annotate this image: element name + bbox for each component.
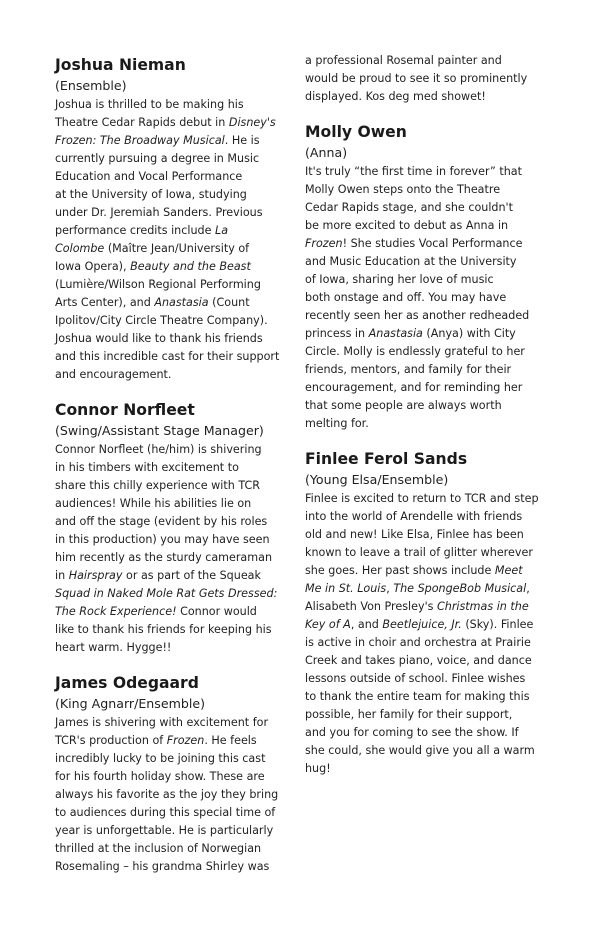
bio-text: Connor Norfleet (he/him) is shivering — [55, 443, 262, 456]
bio-text: friends, mentors, and family for their — [305, 363, 512, 376]
bio-block — [55, 401, 317, 657]
bio-text: recently seen her as another redheaded — [305, 309, 530, 322]
bio-text-line — [305, 397, 555, 415]
italic-title-text: Colombe — [55, 242, 105, 255]
bio-text: be more excited to debut as Anna in — [305, 219, 509, 232]
bio-text-line — [305, 271, 555, 289]
bio-name: Finlee Ferol Sands — [305, 450, 468, 468]
bio-text: a professional Rosemal painter and — [305, 54, 502, 67]
italic-title-text: Meet — [494, 564, 523, 577]
bio-text-line — [305, 307, 555, 325]
bio-text-line — [55, 603, 317, 621]
italic-title-text: Disney's — [228, 116, 276, 129]
bio-text-line — [305, 724, 555, 742]
bio-text-line — [305, 562, 555, 580]
bio-text: in — [55, 569, 69, 582]
italic-title-text: The Rock Experience! — [55, 605, 177, 618]
bio-text-line — [305, 289, 555, 307]
bio-text: encouragement, and for reminding her — [305, 381, 523, 394]
bio-text-line — [55, 477, 317, 495]
bio-text: and off the stage (evident by his roles — [55, 515, 268, 528]
bio-text-line — [55, 150, 317, 168]
bio-text: or as part of the Squeak — [122, 569, 261, 582]
bio-text-line — [55, 168, 317, 186]
bio-text-line — [55, 621, 317, 639]
bio-text-line — [55, 114, 317, 132]
bio-text-line — [305, 616, 555, 634]
bio-text-line — [305, 688, 555, 706]
bio-text: (Maître Jean/University of — [104, 242, 250, 255]
bio-text-line — [305, 52, 555, 70]
bio-text-line — [55, 294, 317, 312]
left-column — [55, 56, 317, 893]
bio-text-line — [305, 181, 555, 199]
bio-text-line — [305, 508, 555, 526]
bio-text: share this chilly experience with TCR — [55, 479, 261, 492]
bio-text-line — [305, 634, 555, 652]
bio-text: Theatre Cedar Rapids debut in — [55, 116, 229, 129]
bio-text-line — [305, 598, 555, 616]
italic-title-text: Me in St. Louis — [305, 582, 387, 595]
bio-text-line — [55, 459, 317, 477]
bio-role: (Ensemble) — [55, 78, 127, 93]
bio-text: in his timbers with excitement to — [55, 461, 239, 474]
bio-text-line — [305, 235, 555, 253]
bio-text-line — [305, 199, 555, 217]
bio-text-line — [305, 526, 555, 544]
italic-title-text: Christmas in the — [436, 600, 529, 613]
italic-title-text: Anastasia — [368, 327, 423, 340]
bio-text-line — [55, 714, 317, 732]
bio-text-line — [55, 768, 317, 786]
bio-text: old and new! Like Elsa, Finlee has been — [305, 528, 524, 541]
bio-text: Education and Vocal Performance — [55, 170, 243, 183]
bio-text-line — [55, 240, 317, 258]
italic-title-text: Frozen: The Broadway Musical — [55, 134, 225, 147]
bio-text: thrilled at the inclusion of Norwegian — [55, 842, 262, 855]
bio-text-line — [55, 750, 317, 768]
bio-text: hug! — [305, 762, 331, 775]
bio-text: Alisabeth Von Presley's — [305, 600, 437, 613]
italic-title-text: Frozen — [166, 734, 205, 747]
bio-text: that some people are always worth — [305, 399, 502, 412]
bio-text-line — [55, 513, 317, 531]
bio-text: Cedar Rapids stage, and she couldn't — [305, 201, 513, 214]
italic-title-text: Hairspray — [68, 569, 123, 582]
bio-text: always his favorite as the joy they bring — [55, 788, 279, 801]
bio-text-line — [305, 742, 555, 760]
bio-text: and encouragement. — [55, 368, 172, 381]
bio-text-line — [305, 652, 555, 670]
bio-text: It's truly “the first time in forever” that — [305, 165, 522, 178]
bio-text-line — [55, 276, 317, 294]
bio-text: (Count — [208, 296, 250, 309]
bio-text: (Lumière/Wilson Regional Performing — [55, 278, 261, 291]
bio-name: Connor Norfleet — [55, 401, 195, 419]
bio-text-line — [55, 348, 317, 366]
bio-text: she could, she would give you all a warm — [305, 744, 535, 757]
bio-text: Creek and takes piano, voice, and dance — [305, 654, 532, 667]
bio-text: currently pursuing a degree in Music — [55, 152, 260, 165]
bio-text-line — [55, 531, 317, 549]
bio-text-line — [305, 580, 555, 598]
bio-text-line — [305, 760, 555, 778]
italic-title-text: La — [215, 224, 229, 237]
bio-text-line — [305, 670, 555, 688]
bio-text: known to leave a trail of glitter wherever — [305, 546, 533, 559]
italic-title-text: Beauty and the Beast — [130, 260, 251, 273]
bio-text: under Dr. Jeremiah Sanders. Previous — [55, 206, 263, 219]
bio-text-line — [55, 804, 317, 822]
italic-title-text: Beetlejuice, Jr. — [382, 618, 462, 631]
bio-role: (Swing/Assistant Stage Manager) — [55, 423, 264, 438]
bio-text: like to thank his friends for keeping his — [55, 623, 272, 636]
bio-text-line — [305, 706, 555, 724]
bio-block — [305, 123, 555, 433]
bio-text: Ipolitov/City Circle Theatre Company). — [55, 314, 268, 327]
bio-text: , and — [350, 618, 383, 631]
bio-text: displayed. Kos deg med showet! — [305, 90, 486, 103]
bio-text-line — [305, 217, 555, 235]
bio-text-line — [305, 88, 555, 106]
bio-text-line — [55, 96, 317, 114]
bio-name: Molly Owen — [305, 123, 407, 141]
bio-text: to thank the entire team for making this — [305, 690, 530, 703]
bio-text: Joshua would like to thank his friends — [55, 332, 263, 345]
right-column — [305, 52, 555, 795]
italic-title-text: Squad in Naked Mole Rat Gets Dressed: — [55, 587, 278, 600]
bio-text: to audiences during this special time of — [55, 806, 276, 819]
bio-text-line — [55, 840, 317, 858]
bio-text-line — [55, 567, 317, 585]
bio-text-line — [55, 258, 317, 276]
bio-text: and Music Education at the University — [305, 255, 517, 268]
bio-block — [55, 56, 317, 384]
bio-text: heart warm. Hygge!! — [55, 641, 172, 654]
bio-text: both onstage and off. You may have — [305, 291, 507, 304]
bio-text-line — [55, 786, 317, 804]
bio-text-line — [55, 186, 317, 204]
bio-text-line — [305, 379, 555, 397]
bio-text-line — [305, 253, 555, 271]
bio-text-line — [305, 490, 555, 508]
bio-text: performance credits include — [55, 224, 215, 237]
bio-text-line — [305, 70, 555, 88]
bio-text-line — [55, 639, 317, 657]
italic-title-text: Frozen — [305, 237, 343, 250]
bio-text: incredibly lucky to be joining this cast — [55, 752, 266, 765]
bio-text: him recently as the sturdy cameraman — [55, 551, 273, 564]
bio-text-line — [55, 732, 317, 750]
bio-text: Rosemaling – his grandma Shirley was — [55, 860, 270, 873]
bio-block — [305, 52, 555, 106]
bio-text-line — [55, 330, 317, 348]
bio-text: . He feels — [204, 734, 257, 747]
bio-text: and you for coming to see the show. If — [305, 726, 519, 739]
bio-text-line — [55, 222, 317, 240]
bio-text: , — [526, 582, 530, 595]
bio-text-line — [305, 163, 555, 181]
italic-title-text: Key of A — [305, 618, 351, 631]
bio-text: lessons outside of school. Finlee wishes — [305, 672, 526, 685]
bio-text-line — [55, 132, 317, 150]
italic-title-text: Anastasia — [154, 296, 209, 309]
bio-name: James Odegaard — [55, 674, 199, 692]
bio-text-line — [55, 441, 317, 459]
bio-text-line — [305, 544, 555, 562]
bio-text: TCR's production of — [55, 734, 167, 747]
bio-text: in this production) you may have seen — [55, 533, 270, 546]
bio-text: year is unforgettable. He is particularly — [55, 824, 274, 837]
bio-text: at the University of Iowa, studying — [55, 188, 247, 201]
bio-text: , — [386, 582, 394, 595]
bio-text-line — [55, 204, 317, 222]
italic-title-text: The SpongeBob Musical — [393, 582, 527, 595]
bio-role: (Young Elsa/Ensemble) — [305, 472, 449, 487]
bio-text: audiences! While his abilities lie on — [55, 497, 252, 510]
bio-text: for his fourth holiday show. These are — [55, 770, 265, 783]
bio-text: into the world of Arendelle with friends — [305, 510, 523, 523]
bio-text: and this incredible cast for their support — [55, 350, 280, 363]
bio-text: Molly Owen steps onto the Theatre — [305, 183, 501, 196]
bio-text-line — [55, 549, 317, 567]
bio-text: James is shivering with excitement for — [55, 716, 269, 729]
bio-text: melting for. — [305, 417, 369, 430]
bio-text-line — [55, 858, 317, 876]
bio-role: (Anna) — [305, 145, 348, 160]
bio-text-line — [55, 822, 317, 840]
bio-text-line — [305, 343, 555, 361]
bio-text-line — [305, 325, 555, 343]
bio-text: she goes. Her past shows include — [305, 564, 495, 577]
bio-text: would be proud to see it so prominently — [305, 72, 528, 85]
bio-text-line — [305, 361, 555, 379]
bio-text: (Anya) with City — [422, 327, 516, 340]
bio-text: Arts Center), and — [55, 296, 155, 309]
bio-text: Joshua is thrilled to be making his — [55, 98, 244, 111]
bio-text: possible, her family for their support, — [305, 708, 513, 721]
bio-text: Finlee is excited to return to TCR and step — [305, 492, 539, 505]
bio-text: . He is — [224, 134, 260, 147]
bio-text-line — [305, 415, 555, 433]
bio-block — [305, 450, 555, 778]
bio-text-line — [55, 585, 317, 603]
bio-text: ! She studies Vocal Performance — [342, 237, 523, 250]
bio-name: Joshua Nieman — [55, 56, 186, 74]
bio-text-line — [55, 495, 317, 513]
bio-text: Iowa Opera), — [55, 260, 131, 273]
bio-text: princess in — [305, 327, 369, 340]
bio-text: Circle. Molly is endlessly grateful to her — [305, 345, 525, 358]
bio-text-line — [55, 366, 317, 384]
bio-text-line — [55, 312, 317, 330]
bio-text: is active in choir and orchestra at Prairie — [305, 636, 531, 649]
bio-role: (King Agnarr/Ensemble) — [55, 696, 206, 711]
bio-block — [55, 674, 317, 876]
bio-text: (Sky). Finlee — [461, 618, 534, 631]
bio-text: of Iowa, sharing her love of music — [305, 273, 494, 286]
bio-text: Connor would — [176, 605, 257, 618]
